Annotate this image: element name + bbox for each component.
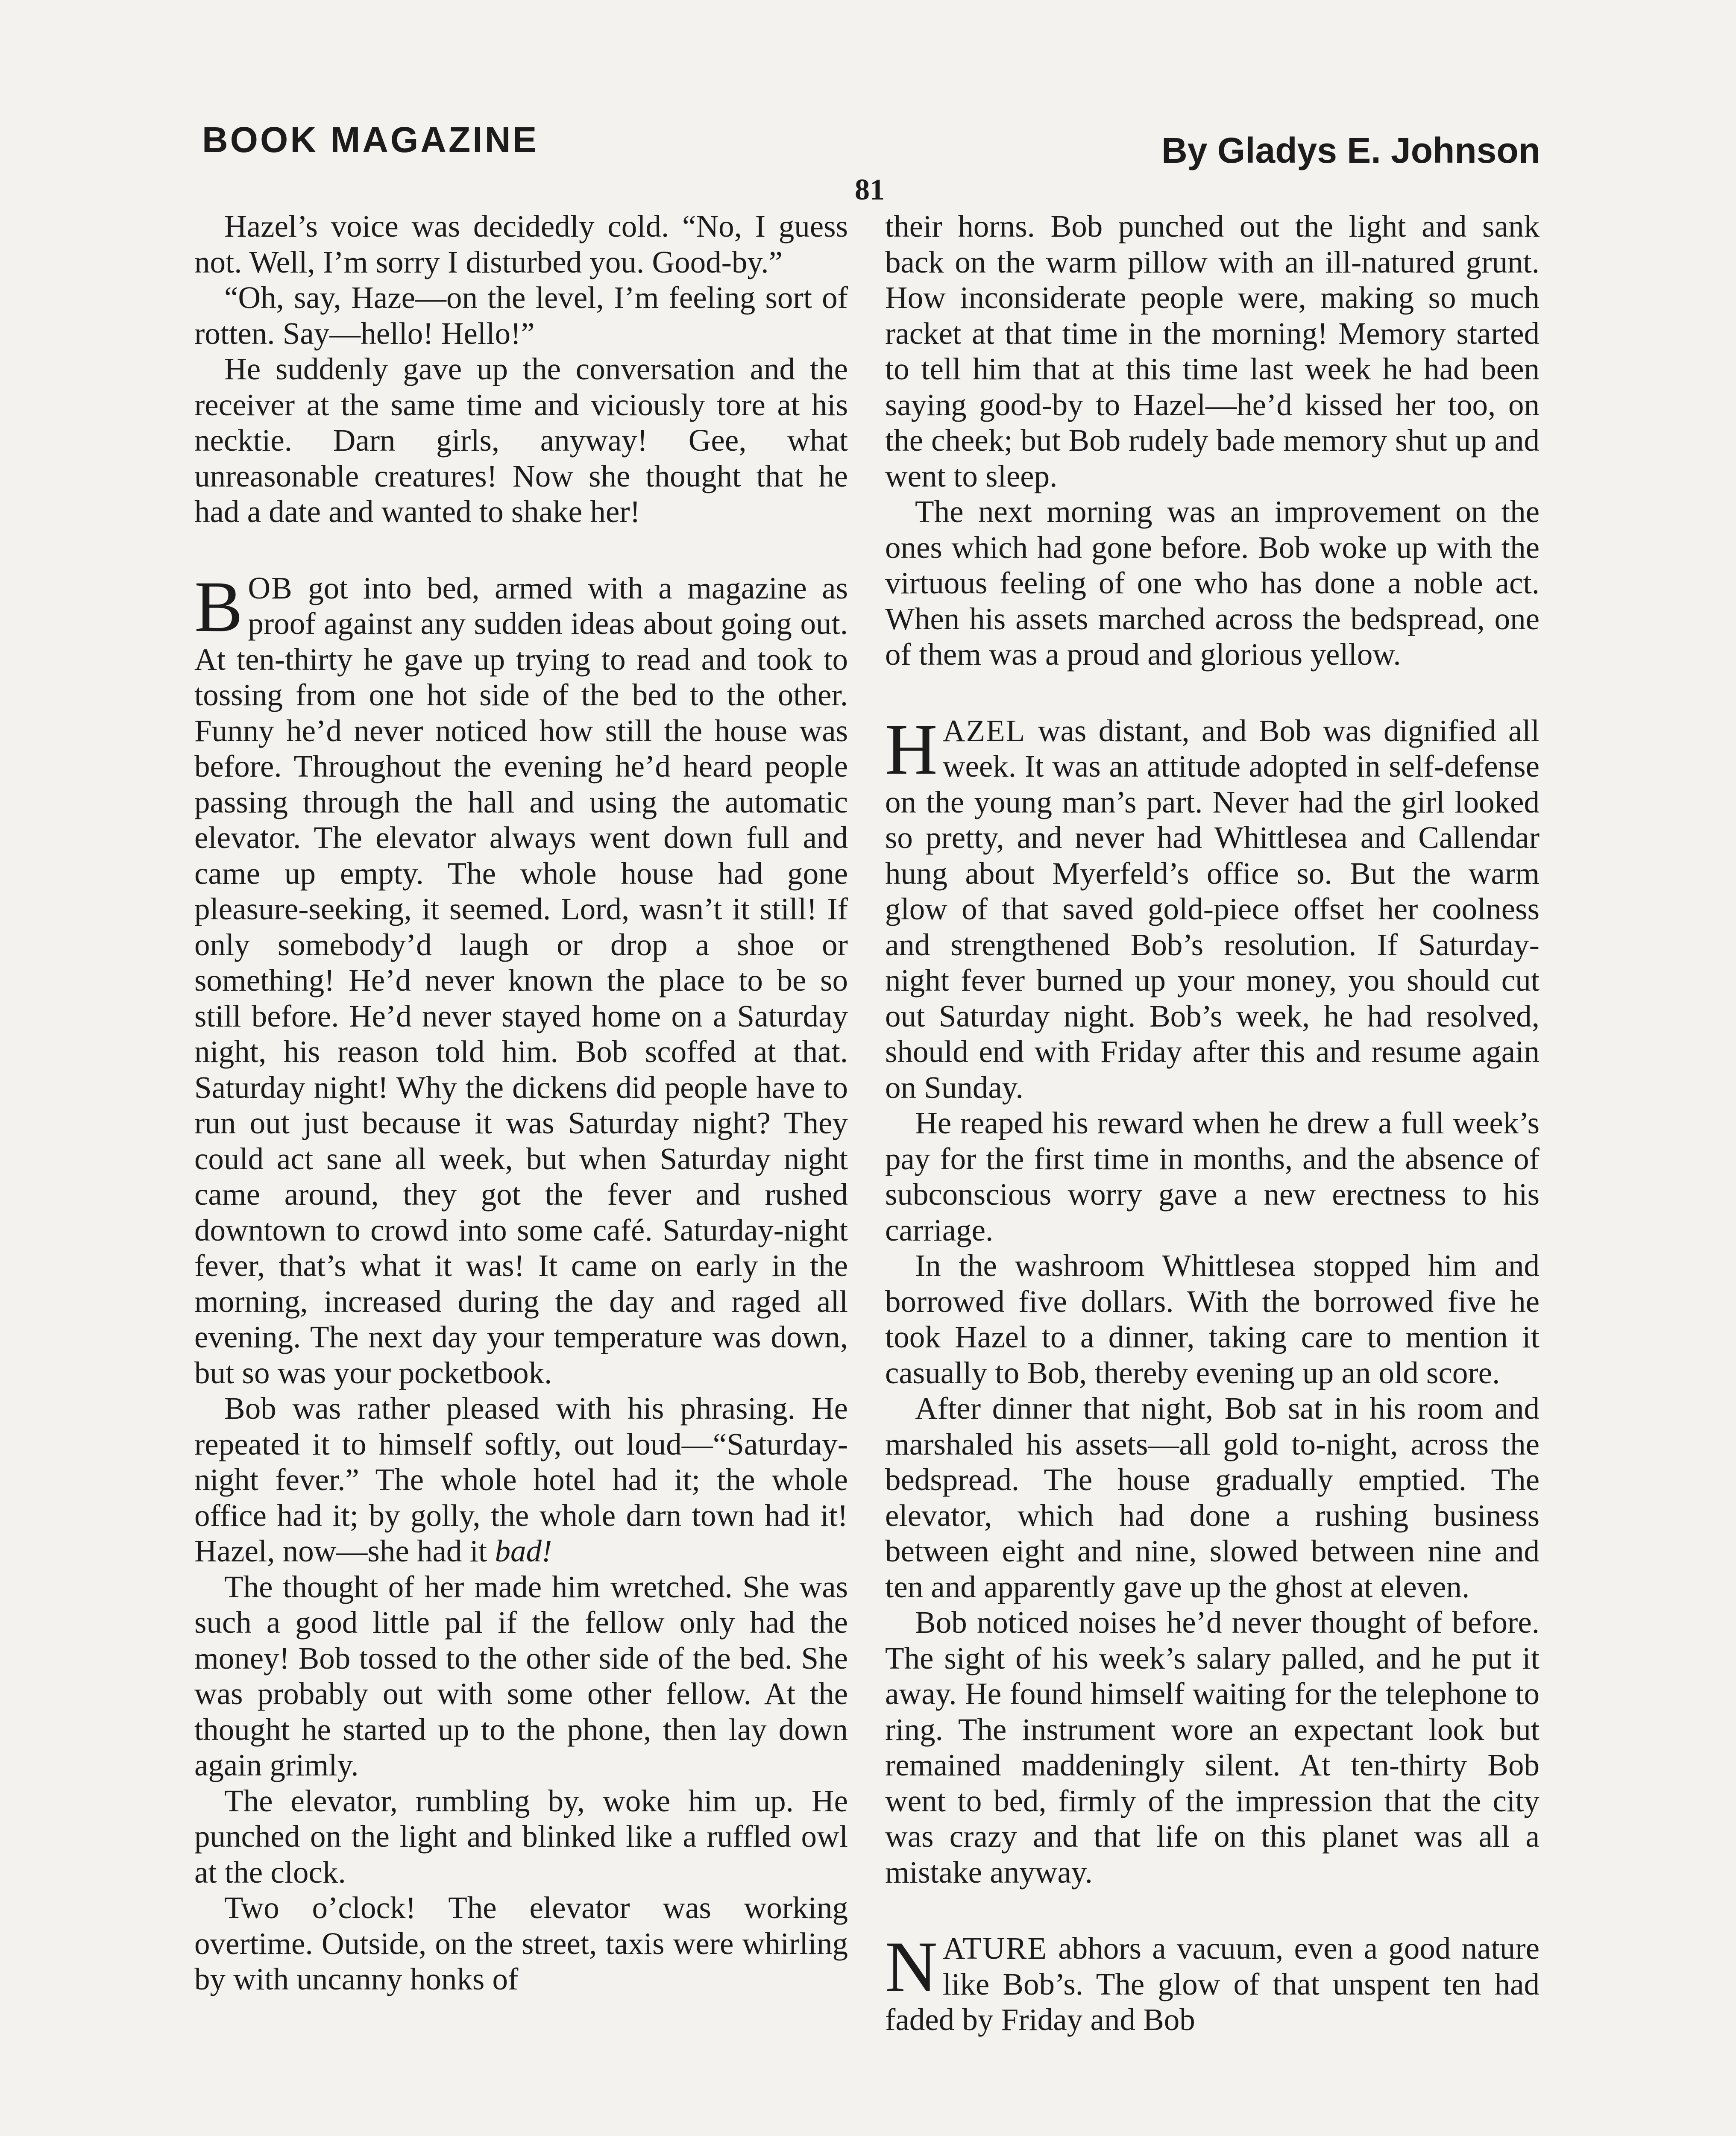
drop-cap: N — [885, 1927, 938, 2007]
page-number: 81 — [855, 173, 885, 206]
drop-cap: B — [194, 566, 243, 647]
paragraph — [194, 1391, 848, 1569]
paragraph — [885, 1927, 1540, 2038]
paragraph-text: abhors a vacuum, even a good nature like Bob’s. The glow of that unspent ten had faded by Friday and Bob — [885, 1931, 1540, 2037]
paragraph: After dinner that night, Bob sat in his room and marshaled his assets—all gold to-night, across the bedspread. The house gradually emptied. The elevator, which had done a rushing business between eight and nine, slowed between nine and ten and apparently gave up the ghost at eleven. — [885, 1391, 1540, 1604]
paragraph: “Oh, say, Haze—on the level, I’m feeling sort of rotten. Say—hello! Hello!” — [194, 280, 848, 351]
paragraph: He reaped his reward when he drew a full week’s pay for the first time in months, and the absence of subconscious worry gave a new erectness to his carriage. — [885, 1106, 1540, 1247]
paragraph — [885, 709, 1540, 1106]
small-caps-lead: ATURE — [942, 1931, 1047, 1966]
paragraph — [194, 566, 848, 1391]
drop-cap: H — [885, 709, 938, 789]
paragraph: their horns. Bob punched out the light and sank back on the warm pillow with an ill-natured grunt. How inconsiderate people were, making so much racket at that time in the morning! Memory started to tell him that at this time last week he had been saying good-by to Hazel—he’d kissed her too, on the cheek; but Bob rudely bade memory shut up and went to sleep. — [885, 209, 1540, 493]
small-caps-lead: AZEL — [942, 713, 1026, 748]
section-break — [194, 530, 848, 570]
section-break — [885, 672, 1540, 713]
small-caps-lead: OB — [248, 570, 293, 605]
paragraph: The thought of her made him wretched. She was such a good little pal if the fellow only had the money! Bob tossed to the other side of the bed. She was probably out with some other fellow. At the thought he started up to the phone, then lay down again grimly. — [194, 1569, 848, 1782]
right-column — [885, 208, 1540, 2038]
author-byline: By Gladys E. Johnson — [1161, 130, 1540, 170]
magazine-title: BOOK MAGAZINE — [202, 120, 539, 160]
paragraph: The elevator, rumbling by, woke him up. He punched on the light and blinked like a ruffled owl at the clock. — [194, 1783, 848, 1890]
paragraph: Bob noticed noises he’d never thought of before. The sight of his week’s salary palled, and he put it away. He found himself waiting for the telephone to ring. The instrument wore an expectant look but remained maddeningly silent. At ten-thirty Bob went to bed, firmly of the impression that the city was crazy and that life on this planet was all a mistake anyway. — [885, 1605, 1540, 1890]
paragraph-text: was distant, and Bob was dignified all week. It was an attitude adopted in self-defense on the young man’s part. Never had the girl looked so pretty, and never had Whittlesea and Callendar hung about Myerfeld’s office so. But the warm glow of that saved gold-piece offset her coolness and strengthened Bob’s resolution. If Saturday-night fever burned up your money, you should cut out Saturday night. Bob’s week, he had resolved, should end with Friday after this and resume again on Sunday. — [885, 713, 1540, 1105]
paragraph: Hazel’s voice was decidedly cold. “No, I guess not. Well, I’m sorry I disturbed you. Good-by.” — [194, 209, 848, 279]
section-break — [885, 1890, 1540, 1931]
left-column — [194, 208, 848, 1997]
paragraph-text: Bob was rather pleased with his phrasing. He repeated it to himself softly, out loud—“Saturday-night fever.” The whole hotel had it; the whole office had it; by golly, the whole darn town had it! Hazel, now—she had it — [194, 1391, 848, 1568]
emphasis-text: bad! — [495, 1534, 552, 1568]
paragraph: He suddenly gave up the conversation and the receiver at the same time and viciously tore at his necktie. Darn girls, anyway! Gee, what unreasonable creatures! Now she thought that he had a date and wanted to shake her! — [194, 352, 848, 529]
paragraph: The next morning was an improvement on the ones which had gone before. Bob woke up with the virtuous feeling of one who has done a noble act. When his assets marched across the bedspread, one of them was a proud and glorious yellow. — [885, 494, 1540, 672]
paragraph-text: got into bed, armed with a magazine as proof against any sudden ideas about going out. At ten-thirty he gave up trying to read and took to tossing from one hot side of the bed to the other. Funny he’d never noticed how still the house was before. Throughout the evening he’d heard people passing through the hall and using the automatic elevator. The elevator always went down full and came up empty. The whole house had gone pleasure-seeking, it seemed. Lord, wasn’t it still! If only somebody’d laugh or drop a shoe or something! He’d never known the place to be so still before. He’d never stayed home on a Saturday night, his reason told him. Bob scoffed at that. Saturday night! Why the dickens did people have to run out just because it was Saturday night? They could act sane all week, but when Saturday night came around, they got the fever and rushed downtown to crowd into some café. Saturday-night fever, that’s what it was! It came on early in the morning, increased during the day and raged all evening. The next day your temperature was down, but so was your pocketbook. — [194, 570, 848, 1390]
paragraph: In the washroom Whittlesea stopped him and borrowed five dollars. With the borrowed five he took Hazel to a dinner, taking care to mention it casually to Bob, thereby evening up an old score. — [885, 1248, 1540, 1390]
paragraph: Two o’clock! The elevator was working overtime. Outside, on the street, taxis were whirling by with uncanny honks of — [194, 1890, 848, 1996]
